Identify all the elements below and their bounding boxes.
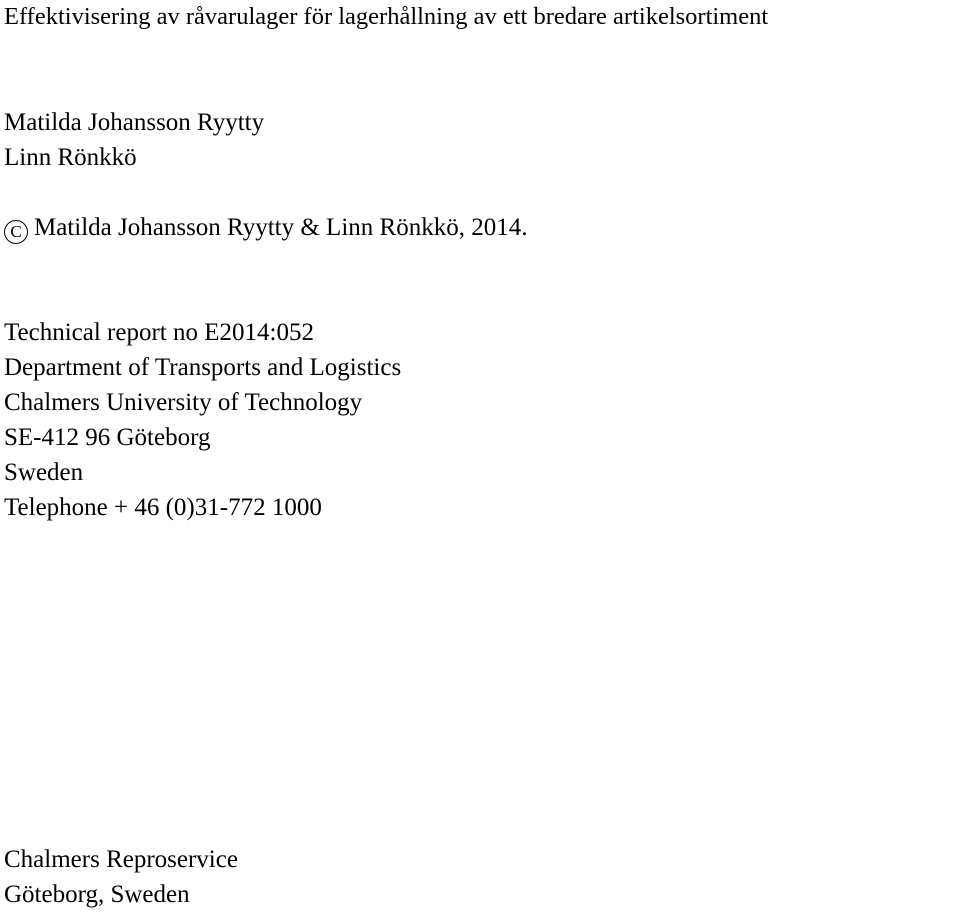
printer-name: Chalmers Reproservice [4,846,238,873]
report-postal: SE-412 96 Göteborg [4,424,211,451]
printer-location: Göteborg, Sweden [4,881,190,908]
copyright-line [4,213,527,244]
report-university: Chalmers University of Technology [4,389,363,416]
document-title: Effektivisering av råvarulager för lagerhållning av ett bredare artikelsortiment [4,3,769,30]
author-1: Matilda Johansson Ryytty [4,109,265,136]
report-country: Sweden [4,459,84,486]
copyright-icon: C [4,220,28,244]
report-department: Department of Transports and Logistics [4,354,402,381]
report-telephone: Telephone + 46 (0)31-772 1000 [4,494,322,521]
author-2: Linn Rönkkö [4,144,137,171]
copyright-text: Matilda Johansson Ryytty & Linn Rönkkö, 2014. [34,214,528,241]
report-number: Technical report no E2014:052 [4,319,314,346]
